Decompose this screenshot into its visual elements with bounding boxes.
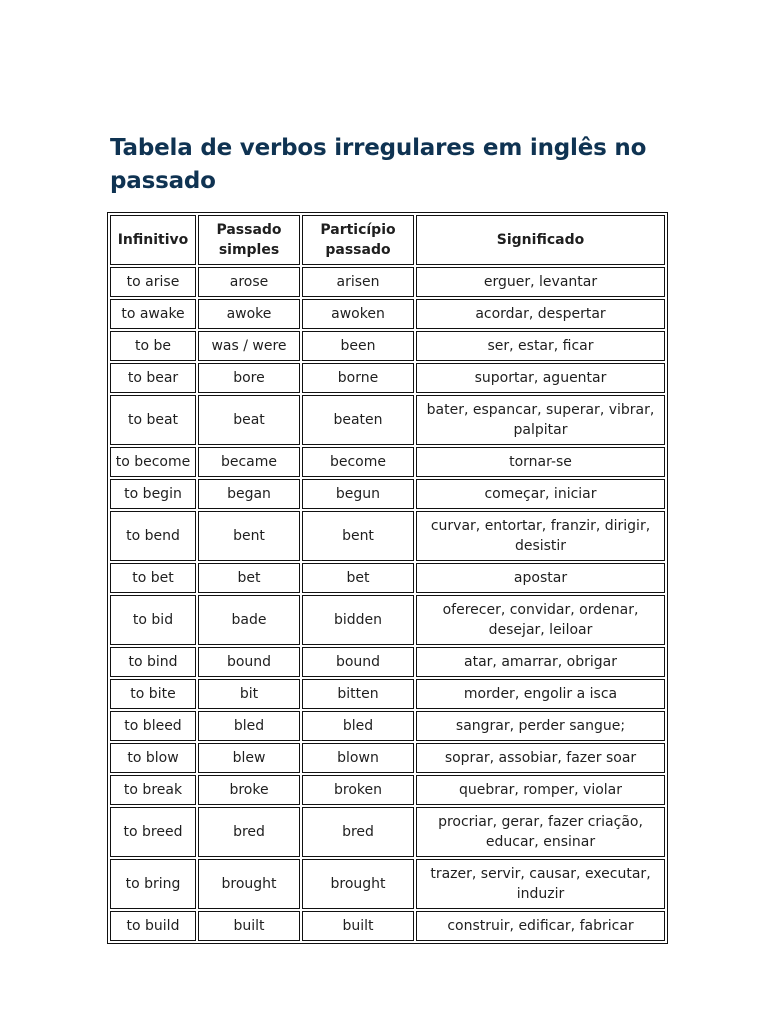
cell-past-simple: blew (198, 743, 300, 773)
table-header-row (110, 215, 665, 265)
cell-meaning: oferecer, convidar, ordenar, desejar, leiloar (416, 595, 665, 645)
cell-meaning: quebrar, romper, violar (416, 775, 665, 805)
cell-infinitive: to bend (110, 511, 196, 561)
cell-past-simple: built (198, 911, 300, 941)
cell-past-participle: built (302, 911, 414, 941)
cell-past-participle: bent (302, 511, 414, 561)
cell-infinitive: to awake (110, 299, 196, 329)
cell-past-participle: been (302, 331, 414, 361)
table-row (110, 679, 665, 709)
cell-past-participle: broken (302, 775, 414, 805)
table-row (110, 775, 665, 805)
header-significado: Significado (416, 215, 665, 265)
cell-meaning: começar, iniciar (416, 479, 665, 509)
cell-past-participle: arisen (302, 267, 414, 297)
table-row (110, 511, 665, 561)
cell-infinitive: to bite (110, 679, 196, 709)
cell-meaning: apostar (416, 563, 665, 593)
table-row (110, 711, 665, 741)
cell-infinitive: to blow (110, 743, 196, 773)
cell-past-simple: was / were (198, 331, 300, 361)
cell-past-simple: bit (198, 679, 300, 709)
cell-past-simple: brought (198, 859, 300, 909)
cell-past-simple: began (198, 479, 300, 509)
cell-past-participle: bet (302, 563, 414, 593)
cell-past-participle: begun (302, 479, 414, 509)
cell-past-participle: blown (302, 743, 414, 773)
cell-infinitive: to build (110, 911, 196, 941)
cell-meaning: procriar, gerar, fazer criação, educar, ensinar (416, 807, 665, 857)
cell-infinitive: to begin (110, 479, 196, 509)
table-row (110, 563, 665, 593)
cell-past-participle: beaten (302, 395, 414, 445)
cell-meaning: bater, espancar, superar, vibrar, palpitar (416, 395, 665, 445)
cell-meaning: erguer, levantar (416, 267, 665, 297)
cell-infinitive: to bear (110, 363, 196, 393)
cell-meaning: sangrar, perder sangue; (416, 711, 665, 741)
cell-past-participle: borne (302, 363, 414, 393)
cell-infinitive: to be (110, 331, 196, 361)
table-row (110, 267, 665, 297)
table-row (110, 447, 665, 477)
cell-infinitive: to beat (110, 395, 196, 445)
cell-past-participle: bled (302, 711, 414, 741)
cell-infinitive: to bet (110, 563, 196, 593)
cell-past-simple: bound (198, 647, 300, 677)
table-row (110, 331, 665, 361)
cell-past-simple: arose (198, 267, 300, 297)
cell-past-simple: broke (198, 775, 300, 805)
cell-meaning: construir, edificar, fabricar (416, 911, 665, 941)
cell-infinitive: to become (110, 447, 196, 477)
cell-infinitive: to arise (110, 267, 196, 297)
cell-past-participle: bidden (302, 595, 414, 645)
cell-meaning: tornar-se (416, 447, 665, 477)
table-row (110, 859, 665, 909)
cell-past-simple: beat (198, 395, 300, 445)
table-row (110, 743, 665, 773)
cell-past-participle: awoken (302, 299, 414, 329)
cell-meaning: trazer, servir, causar, executar, induzir (416, 859, 665, 909)
header-infinitivo: Infinitivo (110, 215, 196, 265)
cell-infinitive: to bid (110, 595, 196, 645)
cell-infinitive: to break (110, 775, 196, 805)
cell-past-simple: bled (198, 711, 300, 741)
cell-past-participle: brought (302, 859, 414, 909)
cell-past-simple: bore (198, 363, 300, 393)
table-row (110, 647, 665, 677)
cell-meaning: acordar, despertar (416, 299, 665, 329)
cell-meaning: suportar, aguentar (416, 363, 665, 393)
cell-past-simple: bet (198, 563, 300, 593)
cell-past-participle: bred (302, 807, 414, 857)
table-row (110, 911, 665, 941)
cell-past-simple: awoke (198, 299, 300, 329)
cell-past-simple: bred (198, 807, 300, 857)
page-title: Tabela de verbos irregulares em inglês no passado (110, 135, 647, 194)
table-row (110, 299, 665, 329)
irregular-verbs-table (107, 212, 668, 944)
table-row (110, 395, 665, 445)
cell-past-simple: bade (198, 595, 300, 645)
table-row (110, 363, 665, 393)
table-row (110, 479, 665, 509)
cell-infinitive: to breed (110, 807, 196, 857)
cell-past-participle: bitten (302, 679, 414, 709)
cell-meaning: curvar, entortar, franzir, dirigir, desistir (416, 511, 665, 561)
cell-past-participle: bound (302, 647, 414, 677)
cell-past-simple: became (198, 447, 300, 477)
table-row (110, 807, 665, 857)
header-participio-passado: Particípio passado (302, 215, 414, 265)
cell-past-simple: bent (198, 511, 300, 561)
cell-infinitive: to bind (110, 647, 196, 677)
table-row (110, 595, 665, 645)
cell-meaning: soprar, assobiar, fazer soar (416, 743, 665, 773)
cell-past-participle: become (302, 447, 414, 477)
cell-meaning: ser, estar, ficar (416, 331, 665, 361)
cell-meaning: atar, amarrar, obrigar (416, 647, 665, 677)
cell-meaning: morder, engolir a isca (416, 679, 665, 709)
header-passado-simples: Passado simples (198, 215, 300, 265)
cell-infinitive: to bleed (110, 711, 196, 741)
cell-infinitive: to bring (110, 859, 196, 909)
